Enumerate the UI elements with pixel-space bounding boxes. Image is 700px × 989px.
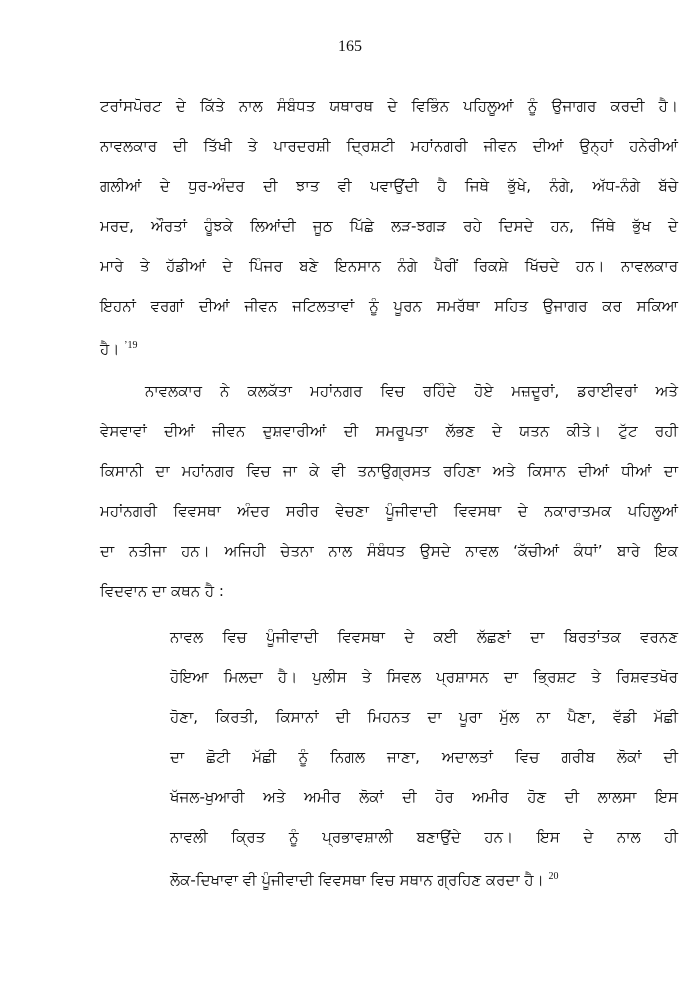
text-line: ਗਲੀਆਂ ਦੇ ਧੁਰ-ਅੰਦਰ ਦੀ ਝਾਤ ਵੀ ਪਵਾਉਂਦੀ ਹੈ ਜਿਥੇ ਭੁੱਖੇ, ਨੰਗੇ, ਅੱਧ-ਨੰਗੇ ਬੱਚੇ	[100, 177, 678, 195]
page-number: 165	[338, 38, 362, 55]
text-line: ਦਾ ਨਤੀਜਾ ਹਨ। ਅਜਿਹੀ ਚੇਤਨਾ ਨਾਲ ਸੰਬੰਧਤ ਉਸਦੇ ਨਾਵਲ ‘ਕੱਚੀਆਂ ਕੰਧਾਂ’ ਬਾਰੇ ਇਕ	[100, 542, 678, 560]
text-line: ਕਿਸਾਨੀ ਦਾ ਮਹਾਂਨਗਰ ਵਿਚ ਜਾ ਕੇ ਵੀ ਤਨਾਉਗ੍ਰਸਤ ਰਹਿਣਾ ਅਤੇ ਕਿਸਾਨ ਦੀਆਂ ਧੀਆਂ ਦਾ	[100, 462, 678, 480]
text-line: ਮਰਦ, ਔਰਤਾਂ ਹੂੰਝਕੇ ਲਿਆਂਦੀ ਜੂਠ ਪਿੱਛੇ ਲੜ-ਝਗੜ ਰਹੇ ਦਿਸਦੇ ਹਨ, ਜਿੱਥੇ ਭੁੱਖ ਦੇ	[100, 217, 678, 235]
quote-line: ਹੋਇਆ ਮਿਲਦਾ ਹੈ। ਪੁਲੀਸ ਤੇ ਸਿਵਲ ਪ੍ਰਸ਼ਾਸਨ ਦਾ ਭ੍ਰਿਸ਼ਟ ਤੇ ਰਿਸ਼ਵਤਖੋਰ	[170, 668, 678, 686]
footnote-ref-19: ’19	[124, 340, 138, 351]
text-line: ਇਹਨਾਂ ਵਰਗਾਂ ਦੀਆਂ ਜੀਵਨ ਜਟਿਲਤਾਵਾਂ ਨੂੰ ਪੂਰਨ ਸਮਰੱਥਾ ਸਹਿਤ ਉਜਾਗਰ ਕਰ ਸਕਿਆ	[100, 297, 678, 315]
footnote-ref-20: 20	[548, 871, 559, 882]
quote-line: ਹੋਣਾ, ਕਿਰਤੀ, ਕਿਸਾਨਾਂ ਦੀ ਮਿਹਨਤ ਦਾ ਪੂਰਾ ਮੁੱਲ ਨਾ ਪੈਣਾ, ਵੱਡੀ ਮੱਛੀ	[170, 708, 678, 726]
text-line: ਵੇਸਵਾਵਾਂ ਦੀਆਂ ਜੀਵਨ ਦੁਸ਼ਵਾਰੀਆਂ ਦੀ ਸਮਰੂਪਤਾ ਲੱਭਣ ਦੇ ਯਤਨ ਕੀਤੇ। ਟੁੱਟ ਰਹੀ	[100, 422, 678, 440]
text-line: ਵਿਦਵਾਨ ਦਾ ਕਥਨ ਹੈ :	[100, 582, 224, 600]
text-line: ਟਰਾਂਸਪੋਰਟ ਦੇ ਕਿੱਤੇ ਨਾਲ ਸੰਬੰਧਤ ਯਥਾਰਥ ਦੇ ਵਿਭਿੰਨ ਪਹਿਲੂਆਂ ਨੂੰ ਉਜਾਗਰ ਕਰਦੀ ਹੈ।	[100, 97, 678, 115]
text-line: ਮਾਰੇ ਤੇ ਹੱਡੀਆਂ ਦੇ ਪਿੰਜਰ ਬਣੇ ਇਨਸਾਨ ਨੰਗੇ ਪੈਰੀਂ ਰਿਕਸ਼ੇ ਖਿੱਚਦੇ ਹਨ। ਨਾਵਲਕਾਰ	[100, 257, 678, 275]
quote-line: ਨਾਵਲ ਵਿਚ ਪੂੰਜੀਵਾਦੀ ਵਿਵਸਥਾ ਦੇ ਕਈ ਲੱਛਣਾਂ ਦਾ ਬਿਰਤਾਂਤਕ ਵਰਨਣ	[170, 628, 678, 646]
text-line: ਹੈ। $^{’19}$	[100, 340, 138, 358]
text-line: ਮਹਾਂਨਗਰੀ ਵਿਵਸਥਾ ਅੰਦਰ ਸਰੀਰ ਵੇਚਣਾ ਪੂੰਜੀਵਾਦੀ ਵਿਵਸਥਾ ਦੇ ਨਕਾਰਾਤਮਕ ਪਹਿਲੂਆਂ	[100, 502, 678, 520]
quote-line: ਨਾਵਲੀ ਕ੍ਰਿਤ ਨੂੰ ਪ੍ਰਭਾਵਸ਼ਾਲੀ ਬਣਾਉਂਦੇ ਹਨ। ਇਸ ਦੇ ਨਾਲ ਹੀ	[170, 828, 678, 846]
quote-line: ਖੱਜਲ-ਖੁਆਰੀ ਅਤੇ ਅਮੀਰ ਲੋਕਾਂ ਦੀ ਹੋਰ ਅਮੀਰ ਹੋਣ ਦੀ ਲਾਲਸਾ ਇਸ	[170, 788, 678, 806]
text-line: ਨਾਵਲਕਾਰ ਨੇ ਕਲਕੱਤਾ ਮਹਾਂਨਗਰ ਵਿਚ ਰਹਿੰਦੇ ਹੋਏ ਮਜ਼ਦੂਰਾਂ, ਡਰਾਈਵਰਾਂ ਅਤੇ	[145, 382, 678, 400]
quote-line: ਲੋਕ-ਦਿਖਾਵਾ ਵੀ ਪੂੰਜੀਵਾਦੀ ਵਿਵਸਥਾ ਵਿਚ ਸਥਾਨ ਗ੍ਰਹਿਣ ਕਰਦਾ ਹੈ। $^{20}$	[170, 871, 559, 889]
quote-line: ਦਾ ਛੋਟੀ ਮੱਛੀ ਨੂੰ ਨਿਗਲ ਜਾਣਾ, ਅਦਾਲਤਾਂ ਵਿਚ ਗਰੀਬ ਲੋਕਾਂ ਦੀ	[170, 748, 678, 766]
text-line: ਨਾਵਲਕਾਰ ਦੀ ਤਿੱਖੀ ਤੇ ਪਾਰਦਰਸ਼ੀ ਦ੍ਰਿਸ਼ਟੀ ਮਹਾਂਨਗਰੀ ਜੀਵਨ ਦੀਆਂ ਉਨ੍ਹਾਂ ਹਨੇਰੀਆਂ	[100, 137, 678, 155]
